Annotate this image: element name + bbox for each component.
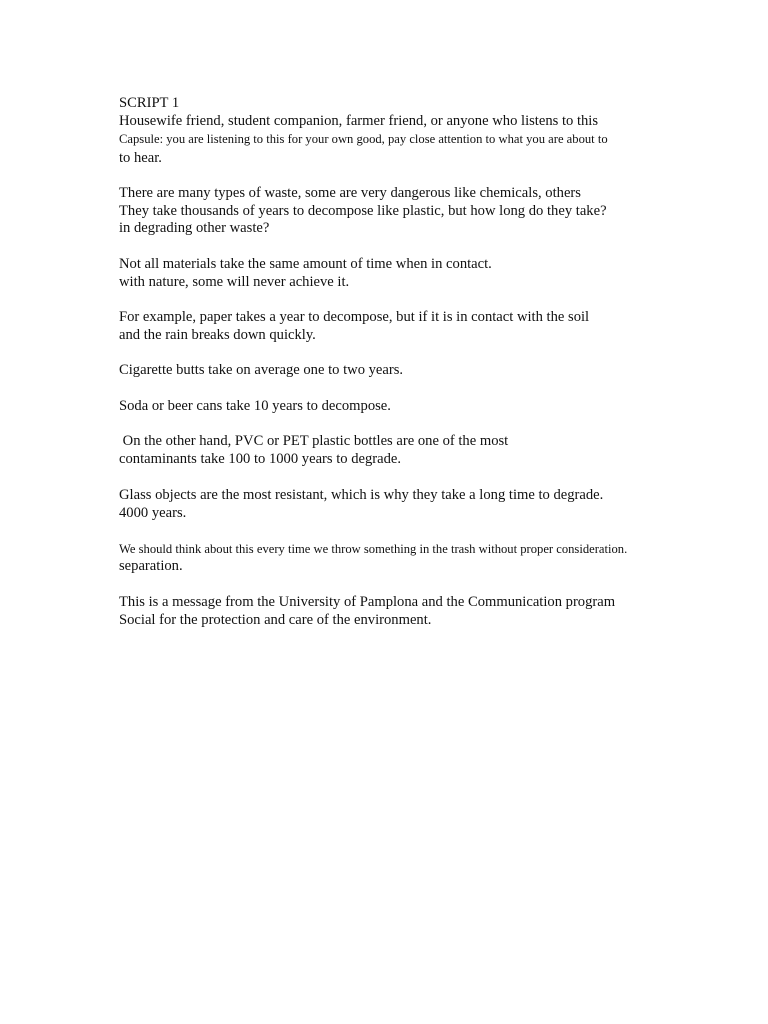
text-line: and the rain breaks down quickly. <box>119 327 316 343</box>
text-line: to hear. <box>119 150 162 166</box>
text-line: Cigarette butts take on average one to two years. <box>119 362 404 378</box>
text-line: There are many types of waste, some are very dangerous like chemicals, others <box>119 185 581 201</box>
text-line: 4000 years. <box>119 505 187 521</box>
script-title: SCRIPT 1 <box>119 95 180 111</box>
text-line: This is a message from the University of Pamplona and the Communication program <box>119 594 616 610</box>
text-line: Glass objects are the most resistant, which is why they take a long time to degrade. <box>119 487 604 503</box>
text-line: On the other hand, PVC or PET plastic bottles are one of the most <box>119 433 509 449</box>
text-line: Housewife friend, student companion, farmer friend, or anyone who listens to this <box>119 113 599 129</box>
text-line: They take thousands of years to decompose like plastic, but how long do they take? <box>119 203 607 219</box>
text-line: Not all materials take the same amount of time when in contact. <box>119 256 492 272</box>
text-line: We should think about this every time we throw something in the trash without proper consideration. <box>119 542 628 556</box>
text-line: with nature, some will never achieve it. <box>119 274 350 290</box>
text-line: contaminants take 100 to 1000 years to degrade. <box>119 451 402 467</box>
text-line: For example, paper takes a year to decompose, but if it is in contact with the soil <box>119 309 590 325</box>
text-line: Social for the protection and care of the environment. <box>119 612 432 628</box>
text-line: Capsule: you are listening to this for your own good, pay close attention to what you are about to <box>119 132 608 146</box>
text-line: in degrading other waste? <box>119 220 270 236</box>
text-line: Soda or beer cans take 10 years to decompose. <box>119 398 391 414</box>
text-line: separation. <box>119 558 183 574</box>
